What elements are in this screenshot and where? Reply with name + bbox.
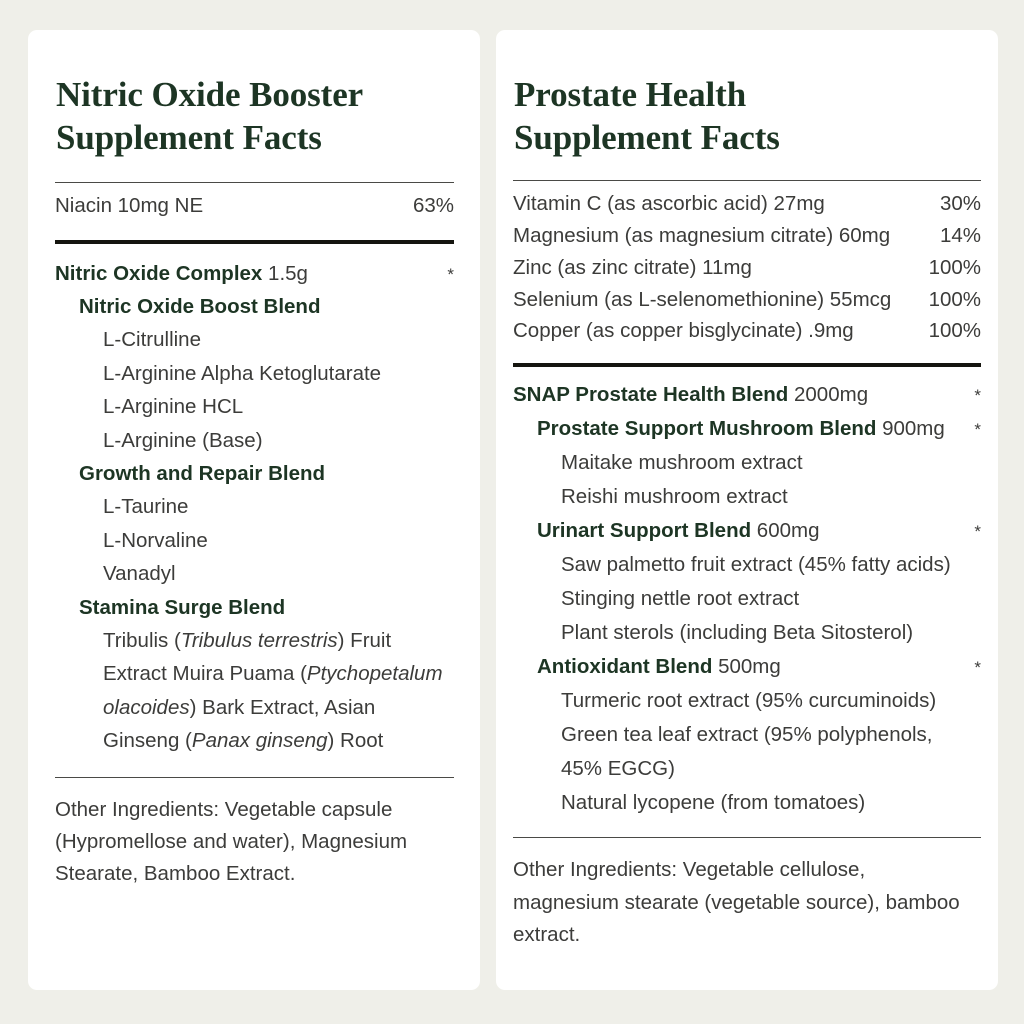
- blend-list: [55, 244, 454, 624]
- nutrient-name: Vitamin C (as ascorbic acid) 27mg: [513, 192, 825, 216]
- botanical-name: Ptychopetalum olacoides: [103, 662, 443, 719]
- ingredient-row: [513, 786, 981, 820]
- nutrient-row: [513, 284, 981, 316]
- ingredient-label: L-Arginine HCL: [103, 395, 244, 419]
- blend-heading-row: [513, 378, 981, 412]
- blend-amount: 500mg: [712, 655, 781, 679]
- blend-amount: 600mg: [751, 519, 820, 543]
- ingredient-name: [55, 424, 442, 457]
- blend-list: [513, 367, 981, 820]
- daily-value-asterisk: *: [974, 658, 981, 678]
- panel-title-line-1: Nitric Oxide Booster: [56, 75, 364, 114]
- botanical-name: Tribulus terrestris: [180, 629, 338, 652]
- ingredient-row: [55, 424, 454, 457]
- panel-title-line-2: Supplement Facts: [514, 117, 780, 157]
- ingredient-name: [513, 548, 969, 582]
- ingredient-name: [55, 390, 442, 423]
- blend-name: Nitric Oxide Boost Blend: [79, 294, 321, 318]
- ingredient-label: L-Citrulline: [103, 328, 201, 352]
- blend-heading: [513, 412, 969, 446]
- ingredient-label: Stinging nettle root extract: [561, 587, 800, 611]
- blend-heading: [513, 378, 969, 412]
- ingredient-label: L-Arginine Alpha Ketoglutarate: [103, 361, 382, 385]
- ingredient-name: [55, 557, 442, 590]
- page-title: [55, 74, 454, 159]
- ingredient-label: Maitake mushroom extract: [561, 451, 803, 475]
- ingredient-row: [513, 718, 981, 786]
- nutrient-daily-value: 100%: [928, 255, 981, 279]
- ingredient-row: [55, 390, 454, 423]
- ingredient-label: L-Arginine (Base): [103, 428, 263, 452]
- ingredient-text: ) Root: [327, 729, 384, 753]
- nutrient-row: [55, 190, 454, 221]
- nutrient-daily-value: 63%: [412, 194, 454, 218]
- ingredient-text: Tribulis (: [103, 629, 181, 652]
- blend-heading: [55, 591, 442, 624]
- ingredient-name: [55, 524, 442, 557]
- blend-name: SNAP Prostate Health Blend: [513, 383, 789, 407]
- other-ingredients-text: Other Ingredients: Vegetable cellulose, magnesium stearate (vegetable source), bamboo extract.: [513, 858, 960, 946]
- nutrient-daily-value: 100%: [928, 319, 981, 343]
- daily-value-asterisk: *: [974, 522, 981, 542]
- ingredient-row: [513, 480, 981, 514]
- ingredient-name: [513, 446, 969, 480]
- ingredient-row: [513, 616, 981, 650]
- ingredient-row: [55, 357, 454, 390]
- botanical-name: Panax ginseng: [191, 729, 328, 753]
- footer-section: [513, 820, 981, 951]
- blend-heading: [55, 457, 442, 490]
- other-ingredients-text: Other Ingredients: Vegetable capsule (Hypromellose and water), Magnesium Stearate, Bamboo Extract.: [55, 797, 408, 885]
- panel-title-line-2: Supplement Facts: [56, 117, 322, 157]
- ingredient-name: [513, 582, 969, 616]
- nutrient-row: [513, 220, 981, 252]
- blend-name: Urinart Support Blend: [537, 519, 752, 543]
- nutrient-daily-value: 100%: [928, 287, 981, 311]
- ingredient-name: [55, 357, 442, 390]
- ingredient-name: [513, 786, 969, 820]
- ingredient-name: [513, 480, 969, 514]
- ingredient-row: [513, 582, 981, 616]
- blend-heading-row: [513, 650, 981, 684]
- blend-heading-row: [55, 257, 454, 290]
- ingredient-row: [513, 684, 981, 718]
- nutrient-daily-value: 30%: [939, 192, 981, 216]
- blend-amount: 900mg: [876, 417, 945, 441]
- ingredient-paragraph: [55, 624, 454, 758]
- ingredient-name: [513, 718, 969, 786]
- ingredient-text: ) Bark Extract, Asian Ginseng (: [103, 695, 376, 753]
- ingredient-label: Green tea leaf extract (95% polyphenols, 45% EGCG): [561, 723, 933, 781]
- ingredient-name: [513, 616, 969, 650]
- blend-heading-row: [55, 591, 454, 624]
- supplement-panel-nitric-oxide-booster: [28, 30, 480, 990]
- ingredient-name: [55, 490, 442, 523]
- blend-name: Stamina Surge Blend: [79, 595, 286, 619]
- blend-heading: [513, 650, 969, 684]
- ingredient-row: [55, 490, 454, 523]
- blend-heading-row: [513, 412, 981, 446]
- ingredient-label: L-Taurine: [103, 495, 189, 519]
- blend-name: Nitric Oxide Complex: [55, 261, 263, 285]
- nutrient-name: Zinc (as zinc citrate) 11mg: [513, 255, 752, 279]
- ingredient-label: Reishi mushroom extract: [561, 485, 788, 509]
- ingredient-label: Natural lycopene (from tomatoes): [561, 791, 866, 815]
- ingredient-name: [55, 323, 442, 356]
- ingredient-row: [513, 548, 981, 582]
- blend-heading-row: [513, 514, 981, 548]
- blend-name: Growth and Repair Blend: [79, 461, 326, 485]
- ingredient-row: [55, 557, 454, 590]
- blend-name: Antioxidant Blend: [537, 655, 713, 679]
- footer-section: [55, 758, 454, 891]
- supplement-panel-prostate-health: [496, 30, 998, 990]
- nutrient-table: [55, 183, 454, 221]
- blend-heading: [55, 290, 442, 323]
- nutrient-table: [513, 181, 981, 347]
- ingredient-name: [513, 684, 969, 718]
- blend-heading-row: [55, 457, 454, 490]
- ingredient-label: Saw palmetto fruit extract (45% fatty acids): [561, 553, 951, 577]
- ingredient-row: [513, 446, 981, 480]
- blend-heading: [513, 514, 969, 548]
- nutrient-row: [513, 252, 981, 284]
- panel-title-line-1: Prostate Health: [514, 75, 747, 114]
- blend-name: Prostate Support Mushroom Blend: [537, 417, 877, 441]
- blend-heading-row: [55, 290, 454, 323]
- blend-amount: 2000mg: [788, 383, 869, 407]
- nutrient-name: Niacin 10mg NE: [55, 194, 204, 218]
- page-title: [513, 74, 981, 159]
- blend-amount: 1.5g: [262, 261, 308, 285]
- ingredient-row: [55, 323, 454, 356]
- nutrient-name: Magnesium (as magnesium citrate) 60mg: [513, 224, 891, 248]
- ingredient-label: Vanadyl: [103, 562, 176, 586]
- ingredient-label: Plant sterols (including Beta Sitosterol): [561, 621, 914, 645]
- nutrient-name: Selenium (as L-selenomethionine) 55mcg: [513, 287, 892, 311]
- ingredient-row: [55, 524, 454, 557]
- blend-heading: [55, 257, 442, 290]
- daily-value-asterisk: *: [974, 386, 981, 406]
- ingredient-label: Turmeric root extract (95% curcuminoids): [561, 689, 937, 713]
- nutrient-row: [513, 315, 981, 347]
- nutrient-row: [513, 188, 981, 220]
- ingredient-label: L-Norvaline: [103, 528, 208, 552]
- daily-value-asterisk: *: [974, 420, 981, 440]
- nutrient-name: Copper (as copper bisglycinate) .9mg: [513, 319, 854, 343]
- ingredient-text: ) Fruit Extract Muira Puama (: [103, 629, 392, 686]
- daily-value-asterisk: *: [447, 264, 454, 284]
- nutrient-daily-value: 14%: [939, 224, 981, 248]
